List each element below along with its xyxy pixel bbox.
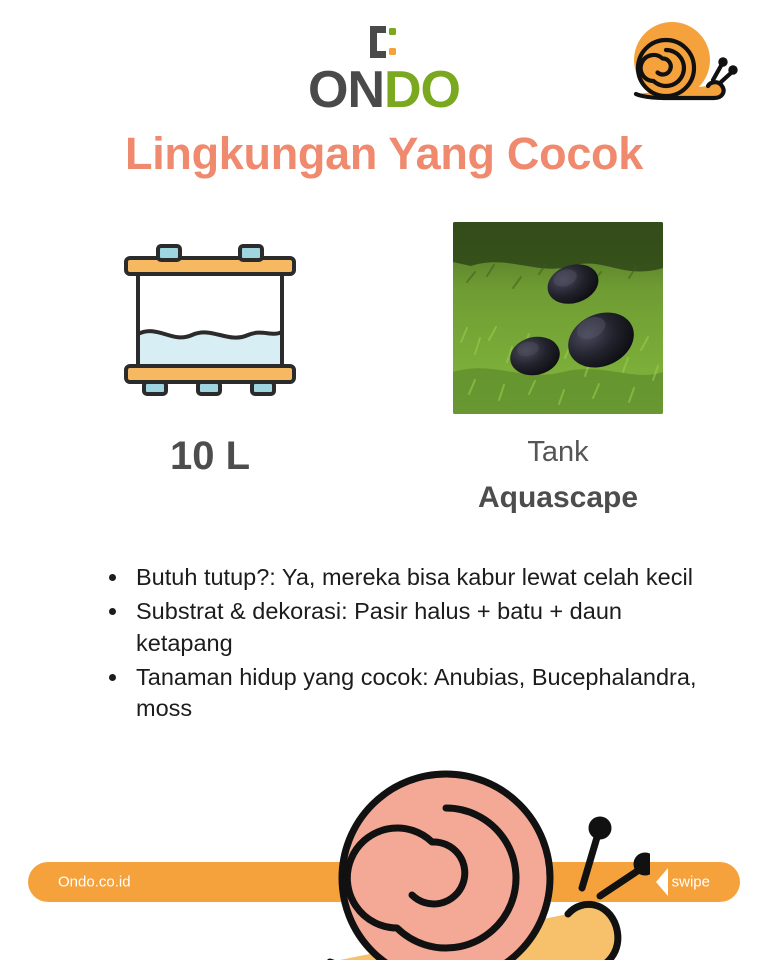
black-snails-on-moss-photo	[453, 222, 663, 414]
big-snail-icon	[320, 756, 650, 960]
tank-volume-label: 10 L	[169, 434, 251, 478]
list-item: • Substrat & dekorasi: Pasir halus + batu + daun ketapang	[130, 596, 698, 659]
footer-website[interactable]: Ondo.co.id	[58, 873, 131, 891]
brand-wordmark-on: ON	[308, 61, 384, 119]
brand-wordmark	[308, 61, 460, 119]
tips-list	[104, 562, 698, 727]
aquarium-tank-icon	[110, 222, 310, 412]
list-item: • Tanaman hidup yang cocok: Anubias, Bucephalandra, moss	[130, 662, 698, 725]
ondo-logo-mark-icon	[364, 22, 404, 62]
swipe-label[interactable]: swipe	[671, 873, 710, 891]
tank-volume-block	[40, 222, 380, 515]
page-title: Lingkungan Yang Cocok	[125, 128, 643, 179]
snail-badge-icon	[618, 20, 738, 116]
brand-wordmark-do: DO	[384, 61, 460, 119]
aquascape-caption-bold: Aquascape	[477, 481, 639, 514]
content-columns	[40, 222, 728, 515]
aquascape-block	[388, 222, 728, 515]
aquascape-caption-light: Tank	[527, 436, 589, 468]
list-item: • Butuh tutup?: Ya, mereka bisa kabur lewat celah kecil	[130, 562, 698, 593]
